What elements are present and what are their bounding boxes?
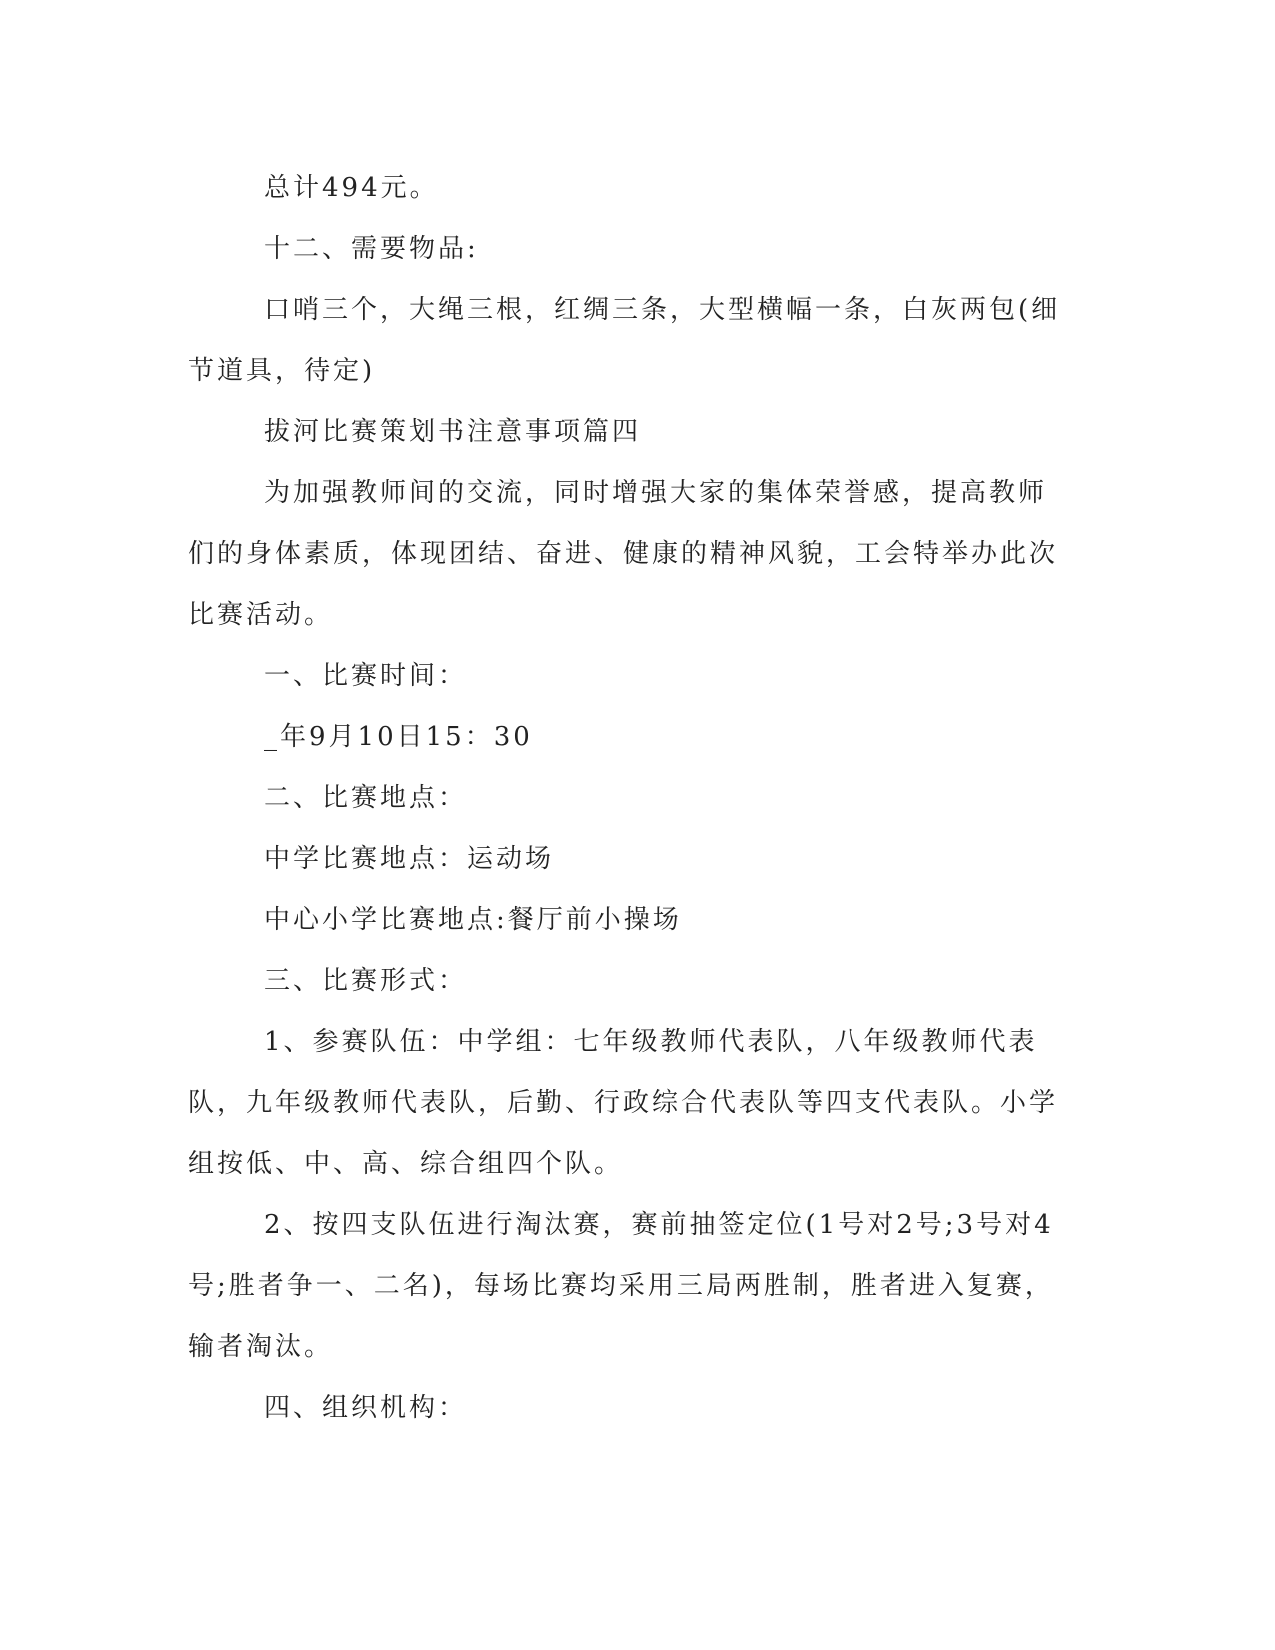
- paragraph-primary-school-venue: 中心小学比赛地点:餐厅前小操场: [264, 905, 682, 935]
- paragraph-section-1-heading: 一、比赛时间：: [264, 661, 468, 691]
- paragraph-section-2-heading: 二、比赛地点：: [264, 783, 468, 813]
- paragraph-article-title: 拔河比赛策划书注意事项篇四: [264, 417, 642, 447]
- paragraph-middle-school-venue: 中学比赛地点：运动场: [264, 844, 555, 874]
- paragraph-purpose: 为加强教师间的交流，同时增强大家的集体荣誉感，提高教师们的身体素质，体现团结、奋进、健康的精神风貌，工会特举办此次比赛活动。: [188, 478, 1059, 630]
- paragraph-teams: 1、参赛队伍：中学组：七年级教师代表队，八年级教师代表队，九年级教师代表队，后勤、行政综合代表队等四支代表队。小学组按低、中、高、综合组四个队。: [188, 1027, 1059, 1179]
- paragraph-section-12-heading: 十二、需要物品:: [264, 234, 479, 264]
- paragraph-total-cost: 总计494元。: [264, 173, 439, 203]
- paragraph-section-3-heading: 三、比赛形式：: [264, 966, 468, 996]
- paragraph-section-4-heading: 四、组织机构：: [264, 1393, 468, 1423]
- document-body: [188, 158, 1068, 1439]
- paragraph-needed-items: 口哨三个，大绳三根，红绸三条，大型横幅一条，白灰两包(细节道具，待定): [188, 295, 1061, 386]
- paragraph-elimination-rules: 2、按四支队伍进行淘汰赛，赛前抽签定位(1号对2号;3号对4号;胜者争一、二名)，每场比赛均采用三局两胜制，胜者进入复赛，输者淘汰。: [188, 1210, 1054, 1362]
- paragraph-match-time: _年9月10日15：30: [264, 722, 533, 752]
